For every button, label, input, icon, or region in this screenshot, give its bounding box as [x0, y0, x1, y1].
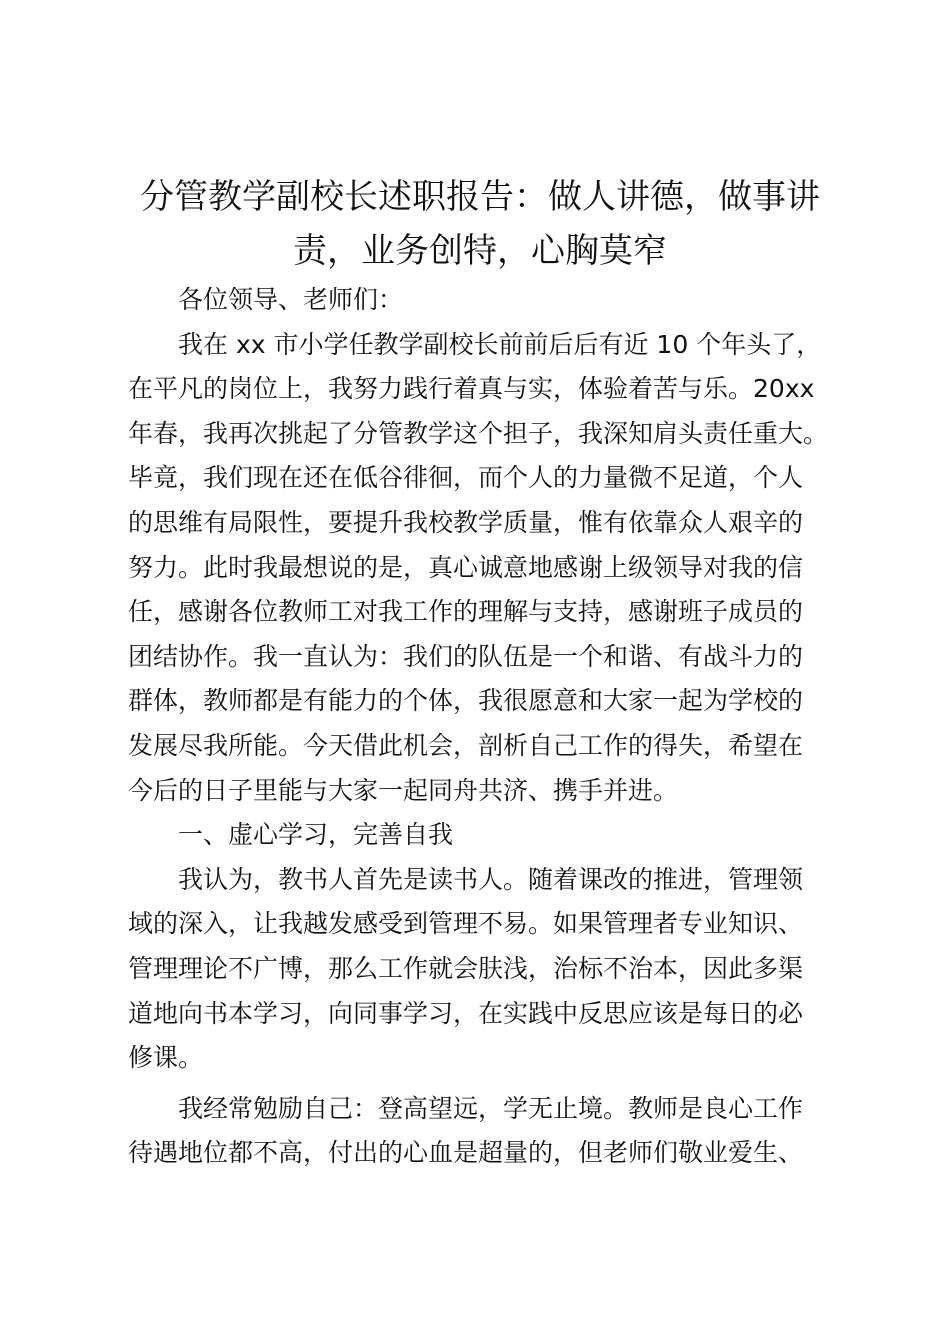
- document-title: [120, 170, 840, 278]
- section-heading: 一、虚心学习，完善自我: [178, 820, 454, 850]
- paragraph-2: [128, 858, 848, 1081]
- text-line: 年春，我再次挑起了分管教学这个担子，我深知肩头责任重大。: [128, 418, 829, 448]
- text-line: 我在 xx 市小学任教学副校长前前后后有近 10 个年头了，: [178, 329, 822, 359]
- title-line: 分管教学副校长述职报告：做人讲德，做事讲: [140, 177, 820, 217]
- text-line: 我经常勉励自己：登高望远，学无止境。教师是良心工作: [178, 1093, 804, 1123]
- text-line: 今后的日子里能与大家一起同舟共济、携手并进。: [128, 775, 679, 805]
- text-line: 发展尽我所能。今天借此机会，剖析自己工作的得失，希望在: [128, 730, 804, 760]
- title-line: 责，业务创特，心胸莫窄: [293, 231, 667, 271]
- text-line: 毕竟，我们现在还在低谷徘徊，而个人的力量微不足道，个人: [128, 463, 804, 493]
- text-line: 道地向书本学习，向同事学习，在实践中反思应该是每日的必: [128, 998, 804, 1028]
- paragraph-1: [128, 323, 848, 814]
- document-body: [128, 278, 848, 1176]
- text-line: 域的深入，让我越发感受到管理不易。如果管理者专业知识、: [128, 909, 804, 939]
- text-line: 的思维有局限性，要提升我校教学质量，惟有依靠众人艰辛的: [128, 507, 804, 537]
- text-line: 任，感谢各位教师工对我工作的理解与支持，感谢班子成员的: [128, 597, 804, 627]
- paragraph-3: [128, 1087, 848, 1176]
- text-line: 努力。此时我最想说的是，真心诚意地感谢上级领导对我的信: [128, 552, 804, 582]
- text-line: 团结协作。我一直认为：我们的队伍是一个和谐、有战斗力的: [128, 641, 804, 671]
- text-line: 待遇地位都不高，付出的心血是超量的，但老师们敬业爱生、: [128, 1138, 804, 1168]
- greeting: 各位领导、老师们：: [178, 285, 404, 314]
- text-line: 在平凡的岗位上，我努力践行着真与实，体验着苦与乐。20xx: [128, 374, 815, 404]
- text-line: 群体，教师都是有能力的个体，我很愿意和大家一起为学校的: [128, 686, 804, 716]
- text-line: 修课。: [128, 1043, 204, 1073]
- text-line: 我认为，教书人首先是读书人。随着课改的推进，管理领: [178, 864, 804, 894]
- text-line: 管理理论不广博，那么工作就会肤浅，治标不治本，因此多渠: [128, 953, 804, 983]
